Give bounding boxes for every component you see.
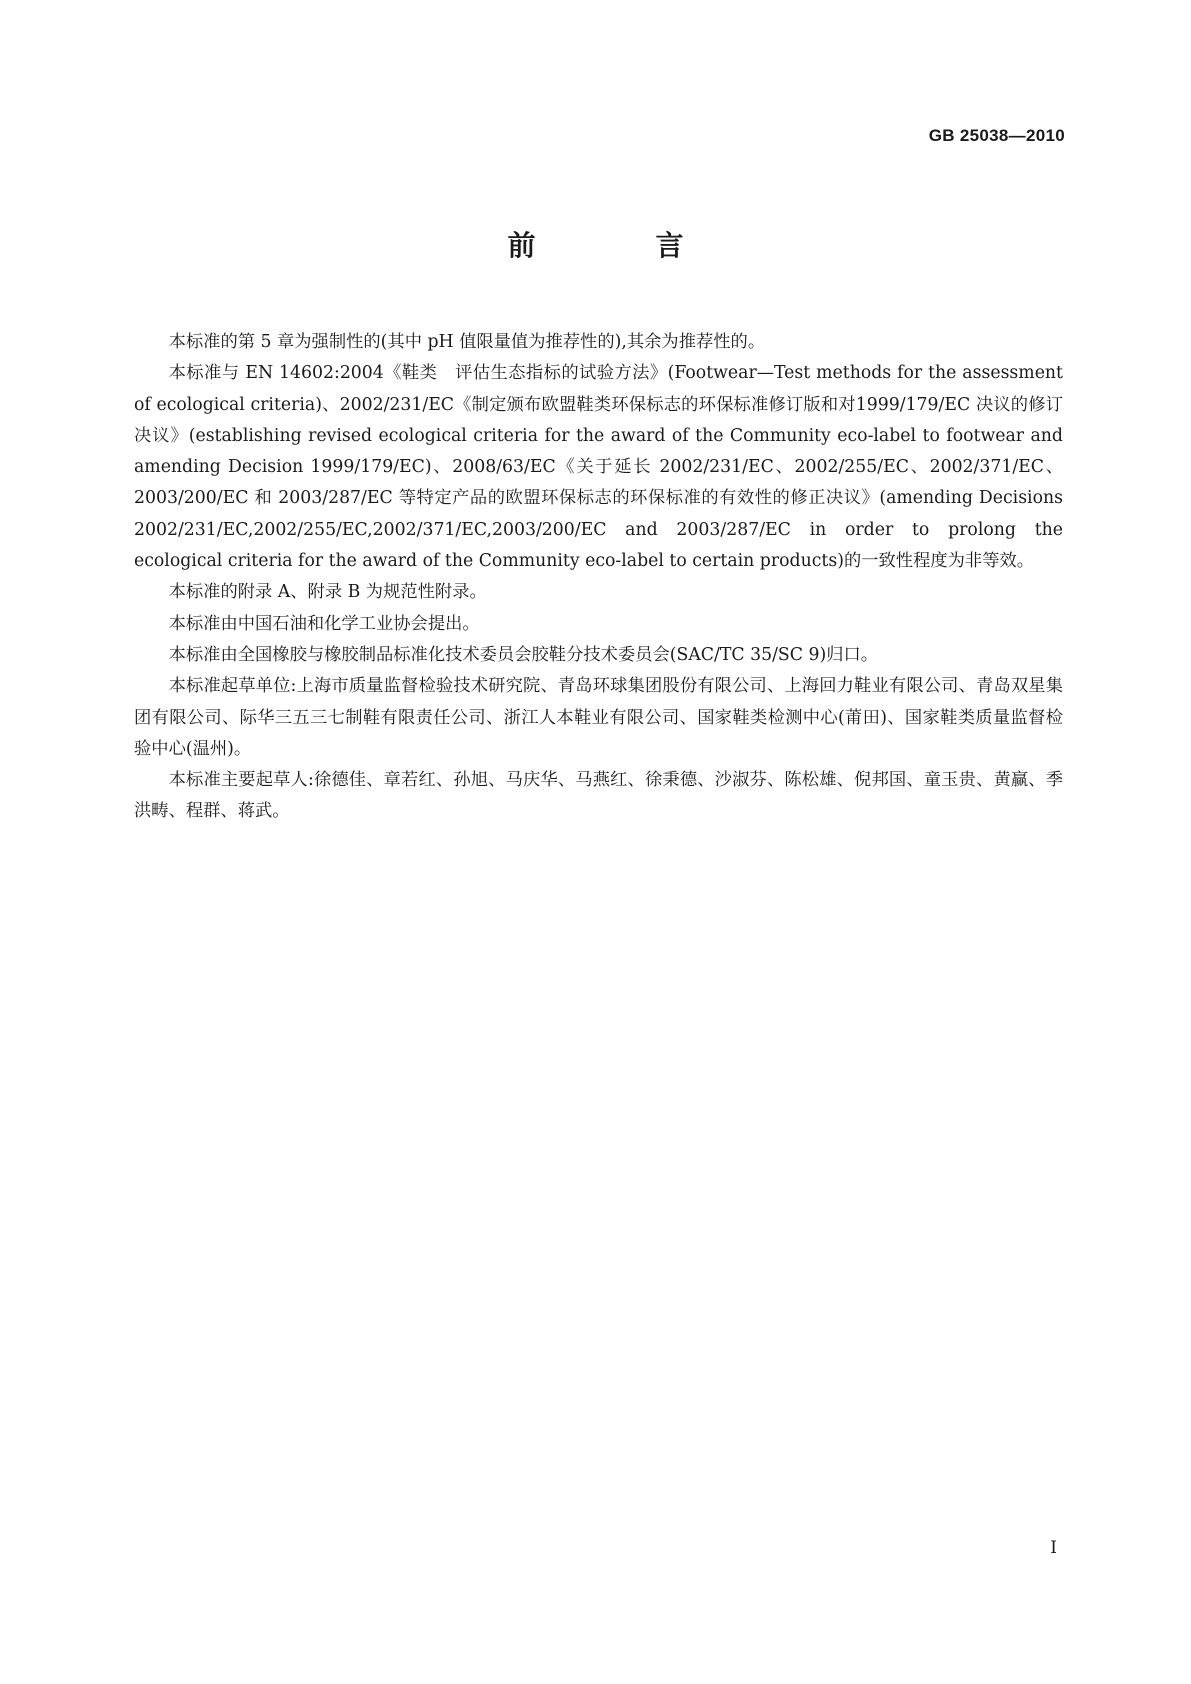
paragraph-proposer: 本标准由中国石油和化学工业协会提出。 xyxy=(168,613,480,634)
page-number: I xyxy=(1050,1538,1057,1558)
paragraph-equivalence: 本标准与 EN 14602:2004《鞋类 评估生态指标的试验方法》(Footwear—Test methods for the assessment of ecological criteria)、2002/231/EC《制定颁布欧盟鞋类环保标志的环保标准修订版和对1999/179/EC 决议的修订决议》(establishing revised ecological criteria for the award of the Community eco-label to footwear and amending Decision 1999/179/EC)、2008/63/EC《关于延长 2002/231/EC、2002/255/EC、2002/371/EC、2003/200/EC 和 2003/287/EC 等特定产品的欧盟环保标志的环保标准的有效性的修正决议》(amending Decisions 2002/231/EC,2002/255/EC,2002/371/EC,2003/200/EC and 2003/287/EC in order to prolong the ecological criteria for the award of the Community eco-label to certain products)的一致性程度为非等效。 xyxy=(134,363,1063,572)
paragraph-drafting-organizations: 本标准起草单位:上海市质量监督检验技术研究院、青岛环球集团股份有限公司、上海回力鞋业有限公司、青岛双星集团有限公司、际华三五三七制鞋有限责任公司、浙江人本鞋业有限公司、国家鞋类检测中心(莆田)、国家鞋类质量监督检验中心(温州)。 xyxy=(134,676,1063,759)
paragraph-technical-committee: 本标准由全国橡胶与橡胶制品标准化技术委员会胶鞋分技术委员会(SAC/TC 35/SC 9)归口。 xyxy=(168,644,879,665)
page-title: 前 言 xyxy=(507,229,730,262)
standard-code: GB 25038—2010 xyxy=(928,126,1065,145)
paragraph-mandatory-chapter: 本标准的第 5 章为强制性的(其中 pH 值限量值为推荐性的),其余为推荐性的。 xyxy=(168,332,766,352)
foreword-body xyxy=(134,327,1063,828)
paragraph-drafters: 本标准主要起草人:徐德佳、章若红、孙旭、马庆华、马燕红、徐秉德、沙淑芬、陈松雄、倪邦国、童玉贵、黄赢、季洪畴、程群、蒋武。 xyxy=(134,770,1063,822)
paragraph-annexes: 本标准的附录 A、附录 B 为规范性附录。 xyxy=(168,582,487,603)
